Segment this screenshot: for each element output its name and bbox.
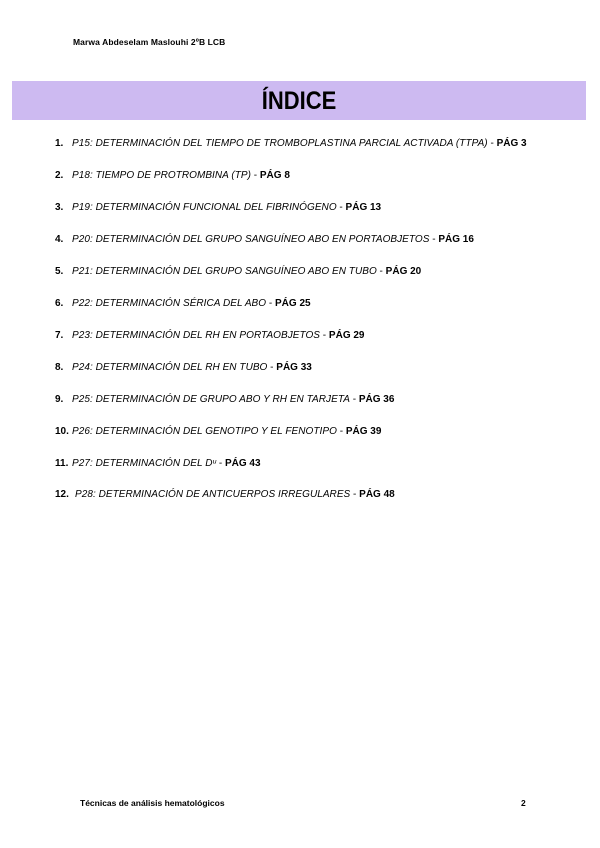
toc-item-page: PÁG 3 (496, 138, 527, 149)
toc-item-title: P19: DETERMINACIÓN FUNCIONAL DEL FIBRINÓGENO (72, 202, 337, 213)
toc-item-separator: - (336, 202, 346, 213)
toc-item-number: 2. (55, 170, 64, 181)
toc-item[interactable] (55, 393, 595, 407)
toc-item-page: PÁG 13 (345, 202, 382, 213)
footer-page-number: 2 (521, 798, 526, 808)
toc-item-page: PÁG 8 (259, 170, 290, 181)
toc-item-title: P24: DETERMINACIÓN DEL RH EN TUBO (72, 362, 268, 373)
toc-item-page: PÁG 20 (385, 266, 422, 277)
toc-item-page: PÁG 16 (438, 234, 474, 245)
toc-item-page: PÁG 43 (224, 458, 261, 469)
toc-item-separator: - (429, 234, 439, 245)
toc-item-separator: - (320, 330, 329, 341)
page-title: ÍNDICE (261, 87, 337, 115)
toc-item-number: 10. (55, 426, 69, 437)
toc-item[interactable] (55, 457, 595, 471)
toc-item-separator: - (267, 362, 277, 373)
toc-item-separator: - (350, 489, 360, 500)
header-author: Marwa Abdeselam Maslouhi 2ºB LCB (73, 37, 226, 47)
toc-item-number: 8. (55, 362, 64, 373)
toc-item-separator: - (336, 426, 346, 437)
toc-item[interactable] (55, 361, 595, 375)
toc-item-number: 7. (55, 330, 64, 341)
toc-item[interactable] (55, 488, 595, 502)
toc-item[interactable] (55, 201, 595, 215)
toc-item-page: PÁG 36 (358, 394, 395, 405)
toc-item-page: PÁG 29 (328, 330, 365, 341)
toc-item-number: 4. (55, 234, 64, 245)
toc-item-title: P28: DETERMINACIÓN DE ANTICUERPOS IRREGULARES (75, 489, 351, 500)
toc-item[interactable] (55, 297, 595, 311)
toc-item-separator: - (487, 138, 497, 149)
toc-item-title: P22: DETERMINACIÓN SÉRICA DEL ABO (72, 298, 267, 309)
toc-item-title: P21: DETERMINACIÓN DEL GRUPO SANGUÍNEO ABO EN TUBO (72, 266, 377, 277)
toc-item-number: 1. (55, 138, 64, 149)
toc-item-title: P18: TIEMPO DE PROTROMBINA (TP) (72, 170, 251, 181)
toc-item-page: PÁG 33 (276, 362, 312, 373)
toc-item-number: 6. (55, 298, 64, 309)
toc-item-number: 3. (55, 202, 64, 213)
footer-subject: Técnicas de análisis hematológicos (80, 798, 225, 808)
toc-item[interactable] (55, 329, 595, 343)
toc-item[interactable] (55, 265, 595, 279)
toc-item[interactable] (55, 169, 595, 183)
toc-item-page: PÁG 48 (359, 489, 395, 500)
toc-item-title: P23: DETERMINACIÓN DEL RH EN PORTAOBJETOS (72, 330, 321, 341)
toc-item[interactable] (55, 233, 595, 247)
title-band (12, 81, 586, 120)
toc-item-number: 11. (55, 458, 69, 469)
toc-item-title: P20: DETERMINACIÓN DEL GRUPO SANGUÍNEO ABO EN PORTAOBJETOS (72, 234, 430, 245)
toc-item-separator: - (376, 266, 386, 277)
toc-item-title: P15: DETERMINACIÓN DEL TIEMPO DE TROMBOPLASTINA PARCIAL ACTIVADA (TTPA) (72, 138, 488, 149)
toc-item-separator: - (216, 458, 225, 469)
toc-item-page: PÁG 39 (345, 426, 382, 437)
toc-item-separator: - (349, 394, 359, 405)
toc-item[interactable] (55, 137, 595, 151)
toc-item-title: P26: DETERMINACIÓN DEL GENOTIPO Y EL FENOTIPO (72, 426, 337, 437)
toc-item[interactable] (55, 425, 595, 439)
toc-item-separator: - (250, 170, 260, 181)
toc-item-page: PÁG 25 (275, 298, 311, 309)
toc-item-title: P27: DETERMINACIÓN DEL Dᵘ (72, 458, 217, 469)
toc-item-separator: - (266, 298, 275, 309)
toc-item-number: 5. (55, 266, 64, 277)
toc-item-number: 9. (55, 394, 64, 405)
toc-item-number: 12. (55, 489, 69, 500)
toc-item-title: P25: DETERMINACIÓN DE GRUPO ABO Y RH EN TARJETA (72, 394, 350, 405)
